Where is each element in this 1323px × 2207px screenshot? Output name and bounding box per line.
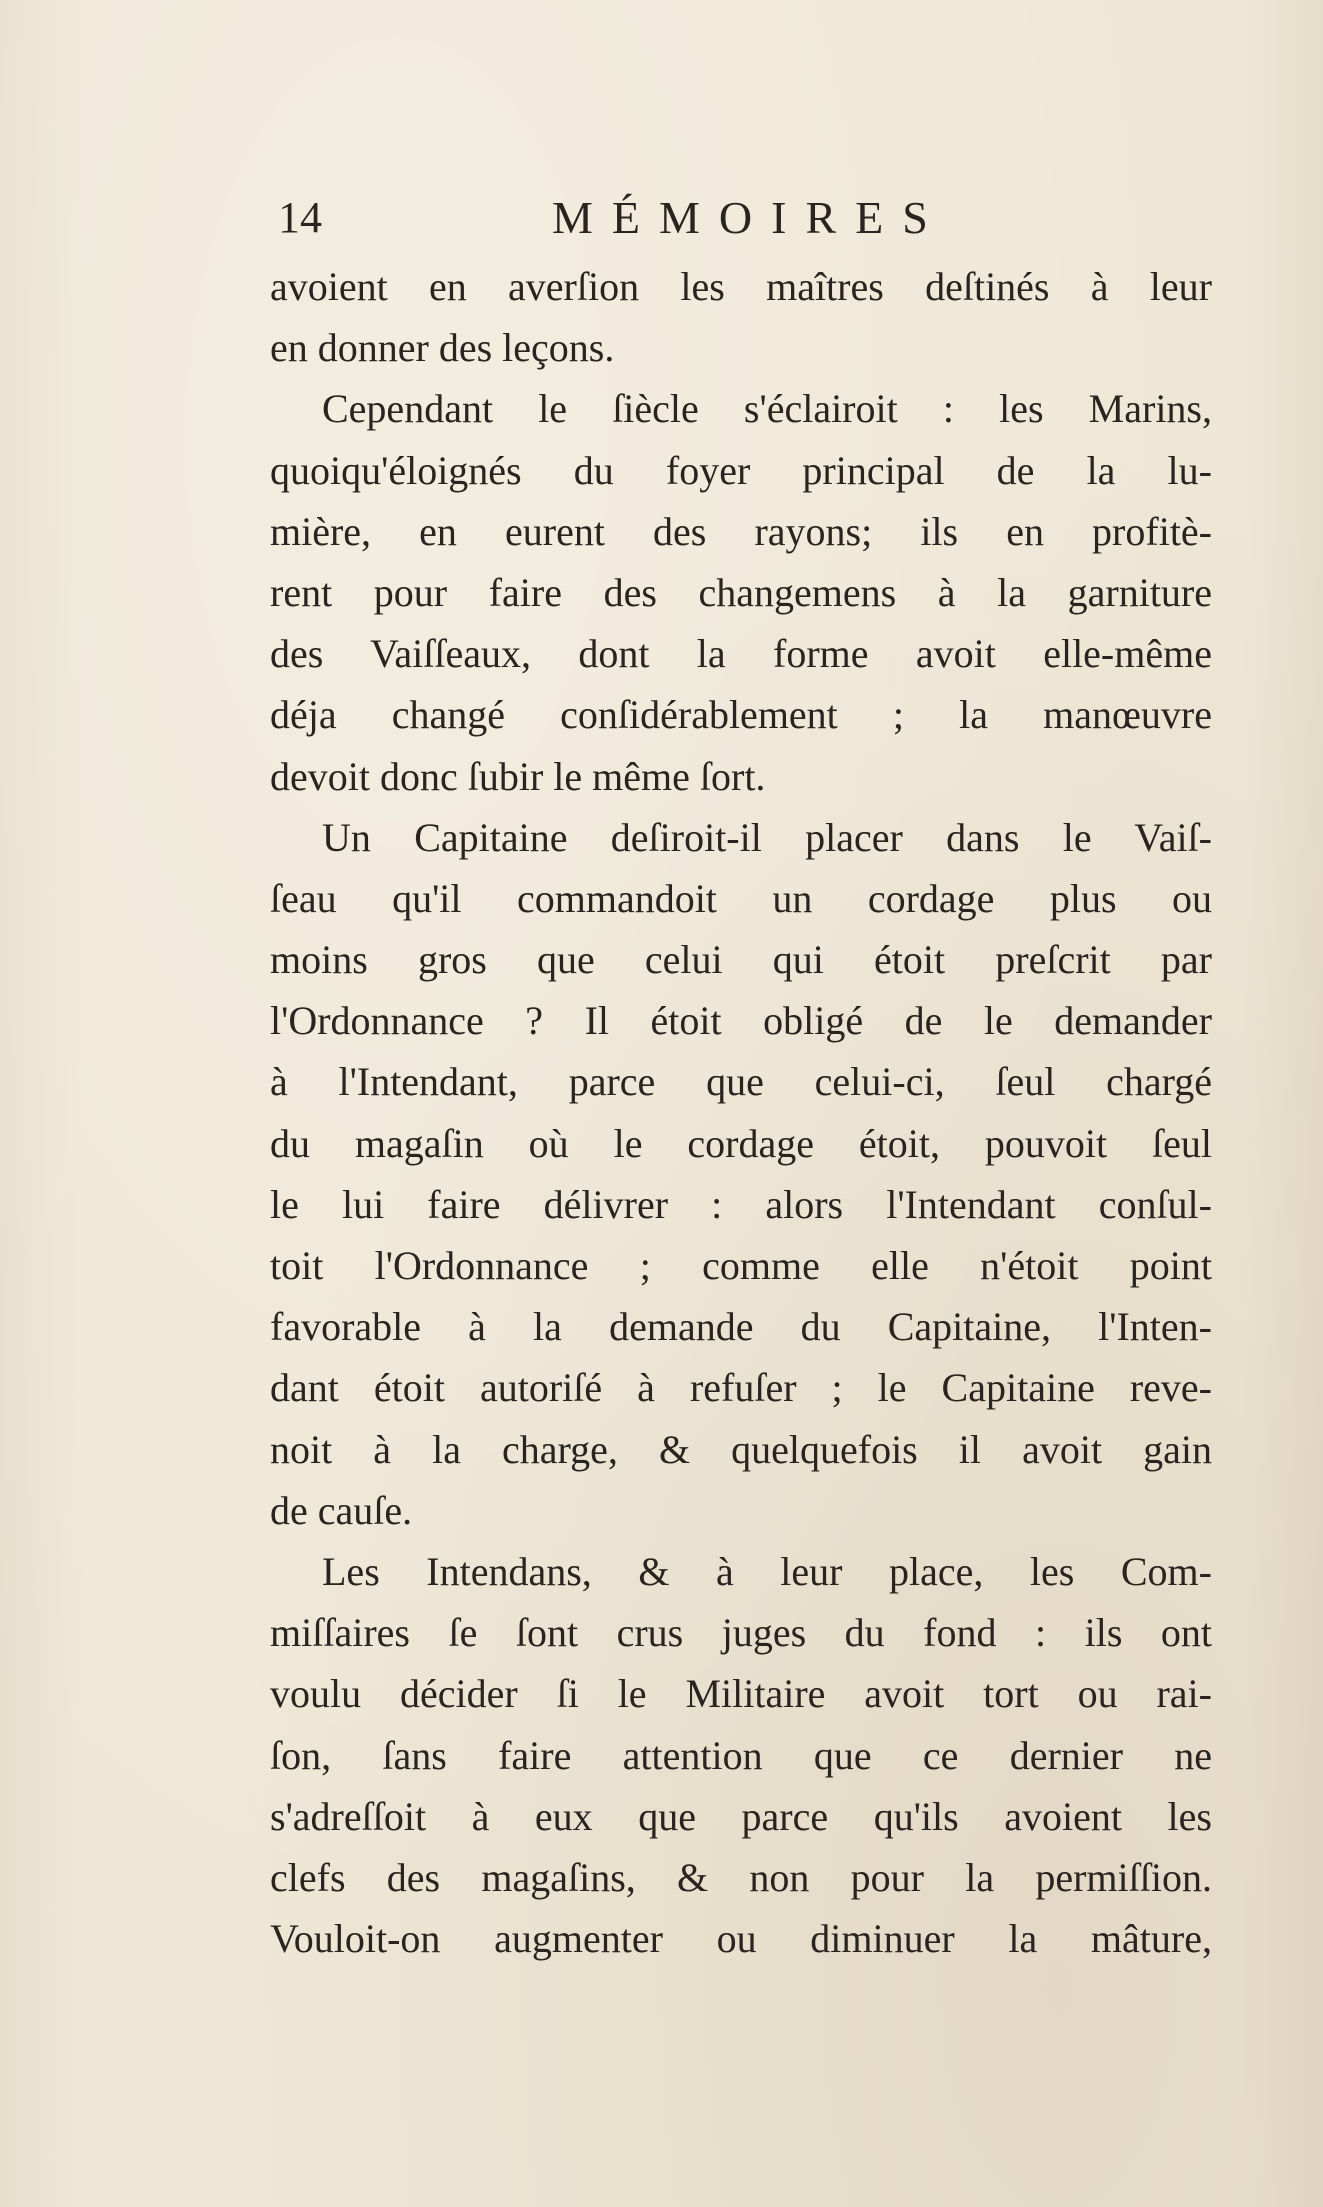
text-line: de cauſe. bbox=[270, 1487, 413, 1533]
text-line: devoit donc ſubir le même ſort. bbox=[270, 753, 766, 799]
text-line: ſon, ſans faire attention que ce dernier ne bbox=[270, 1732, 1212, 1778]
page-number: 14 bbox=[278, 193, 322, 242]
text-line: Cependant le ſiècle s'éclairoit : les Marins, bbox=[322, 386, 1212, 432]
text-line: voulu décider ſi le Militaire avoit tort ou rai- bbox=[270, 1671, 1212, 1717]
text-line: moins gros que celui qui étoit preſcrit par bbox=[270, 937, 1212, 983]
text-line: l'Ordonnance ? Il étoit obligé de le demander bbox=[270, 998, 1212, 1044]
text-line: quoiqu'éloignés du foyer principal de la lu- bbox=[270, 447, 1212, 493]
text-line: s'adreſſoit à eux que parce qu'ils avoient les bbox=[270, 1793, 1212, 1839]
text-line: mière, en eurent des rayons; ils en profitè- bbox=[270, 508, 1212, 554]
text-line: favorable à la demande du Capitaine, l'Inten- bbox=[270, 1304, 1212, 1350]
text-line: le lui faire délivrer : alors l'Intendant conſul- bbox=[270, 1181, 1212, 1227]
text-line: Vouloit-on augmenter ou diminuer la mâture, bbox=[270, 1916, 1212, 1962]
text-line: toit l'Ordonnance ; comme elle n'étoit point bbox=[270, 1243, 1212, 1288]
text-line: noit à la charge, & quelquefois il avoit gain bbox=[270, 1426, 1212, 1472]
text-line: clefs des magaſins, & non pour la permiſſion. bbox=[270, 1854, 1212, 1900]
text-line: du magaſin où le cordage étoit, pouvoit ſeul bbox=[270, 1120, 1212, 1166]
text-line: à l'Intendant, parce que celui-ci, ſeul chargé bbox=[270, 1059, 1212, 1105]
text-line: ſeau qu'il commandoit un cordage plus ou bbox=[270, 875, 1212, 921]
running-head: MÉMOIRES bbox=[552, 192, 947, 243]
page-header bbox=[278, 188, 1278, 248]
body-text bbox=[270, 256, 1212, 1969]
text-line: dant étoit autoriſé à refuſer ; le Capitaine reve- bbox=[270, 1365, 1212, 1411]
text-line: en donner des leçons. bbox=[270, 325, 615, 371]
text-line: Les Intendans, & à leur place, les Com- bbox=[322, 1548, 1212, 1594]
text-line: des Vaiſſeaux, dont la forme avoit elle-même bbox=[270, 631, 1212, 677]
text-line: avoient en averſion les maîtres deſtinés à leur bbox=[270, 264, 1212, 309]
text-line: rent pour faire des changemens à la garniture bbox=[270, 569, 1212, 615]
text-line: miſſaires ſe ſont crus juges du fond : ils ont bbox=[270, 1610, 1212, 1656]
text-line: déja changé conſidérablement ; la manœuvre bbox=[270, 692, 1212, 738]
text-line: Un Capitaine deſiroit-il placer dans le Vaiſ- bbox=[322, 814, 1212, 860]
